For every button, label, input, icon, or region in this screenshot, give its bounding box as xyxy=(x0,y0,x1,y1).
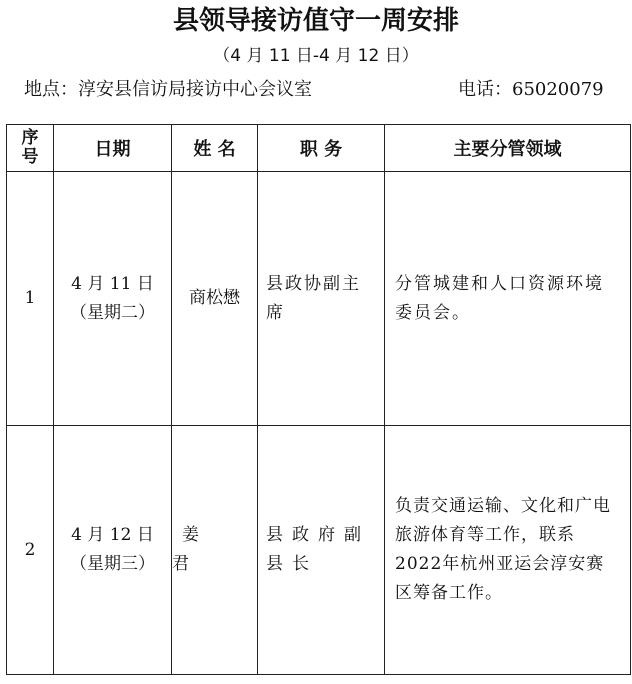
header-position: 职 务 xyxy=(258,125,385,172)
header-name: 姓 名 xyxy=(172,125,258,172)
table-row xyxy=(7,426,631,675)
location-text: 地点：淳安县信访局接访中心会议室 xyxy=(24,79,312,100)
document-title: 县领导接访值守一周安排 xyxy=(172,6,459,36)
row-seq: 2 xyxy=(7,426,54,675)
row-date-line2: （星期三） xyxy=(70,554,155,574)
row-date-line2: （星期二） xyxy=(70,302,155,323)
header-seq xyxy=(7,125,54,172)
row-position: 县政府副县长 xyxy=(258,426,385,675)
row-duties: 分管城建和人口资源环境委员会。 xyxy=(385,172,631,426)
schedule-table xyxy=(6,124,631,675)
date-range-subtitle: （4 月 11 日-4 月 12 日） xyxy=(213,46,419,66)
row-date xyxy=(54,426,172,675)
row-seq: 1 xyxy=(7,172,54,426)
row-position: 县政协副主席 xyxy=(258,172,385,426)
row-name: 商松懋 xyxy=(172,172,258,426)
phone-text: 电话：65020079 xyxy=(458,79,604,100)
table-header-row xyxy=(7,125,631,172)
row-date-line1: 4 月 12 日 xyxy=(71,525,154,545)
row-name xyxy=(172,426,258,675)
header-date: 日期 xyxy=(54,125,172,172)
header-duties: 主要分管领域 xyxy=(385,125,631,172)
table-row xyxy=(7,172,631,426)
row-date xyxy=(54,172,172,426)
header-seq-line2: 号 xyxy=(21,147,39,167)
row-duties: 负责交通运输、文化和广电旅游体育等工作，联系2022年杭州亚运会淳安赛区筹备工作。 xyxy=(385,426,631,675)
header-seq-line1: 序 xyxy=(21,128,39,148)
row-date-line1: 4 月 11 日 xyxy=(71,273,154,294)
row-name-text: 姜君 xyxy=(172,525,227,574)
